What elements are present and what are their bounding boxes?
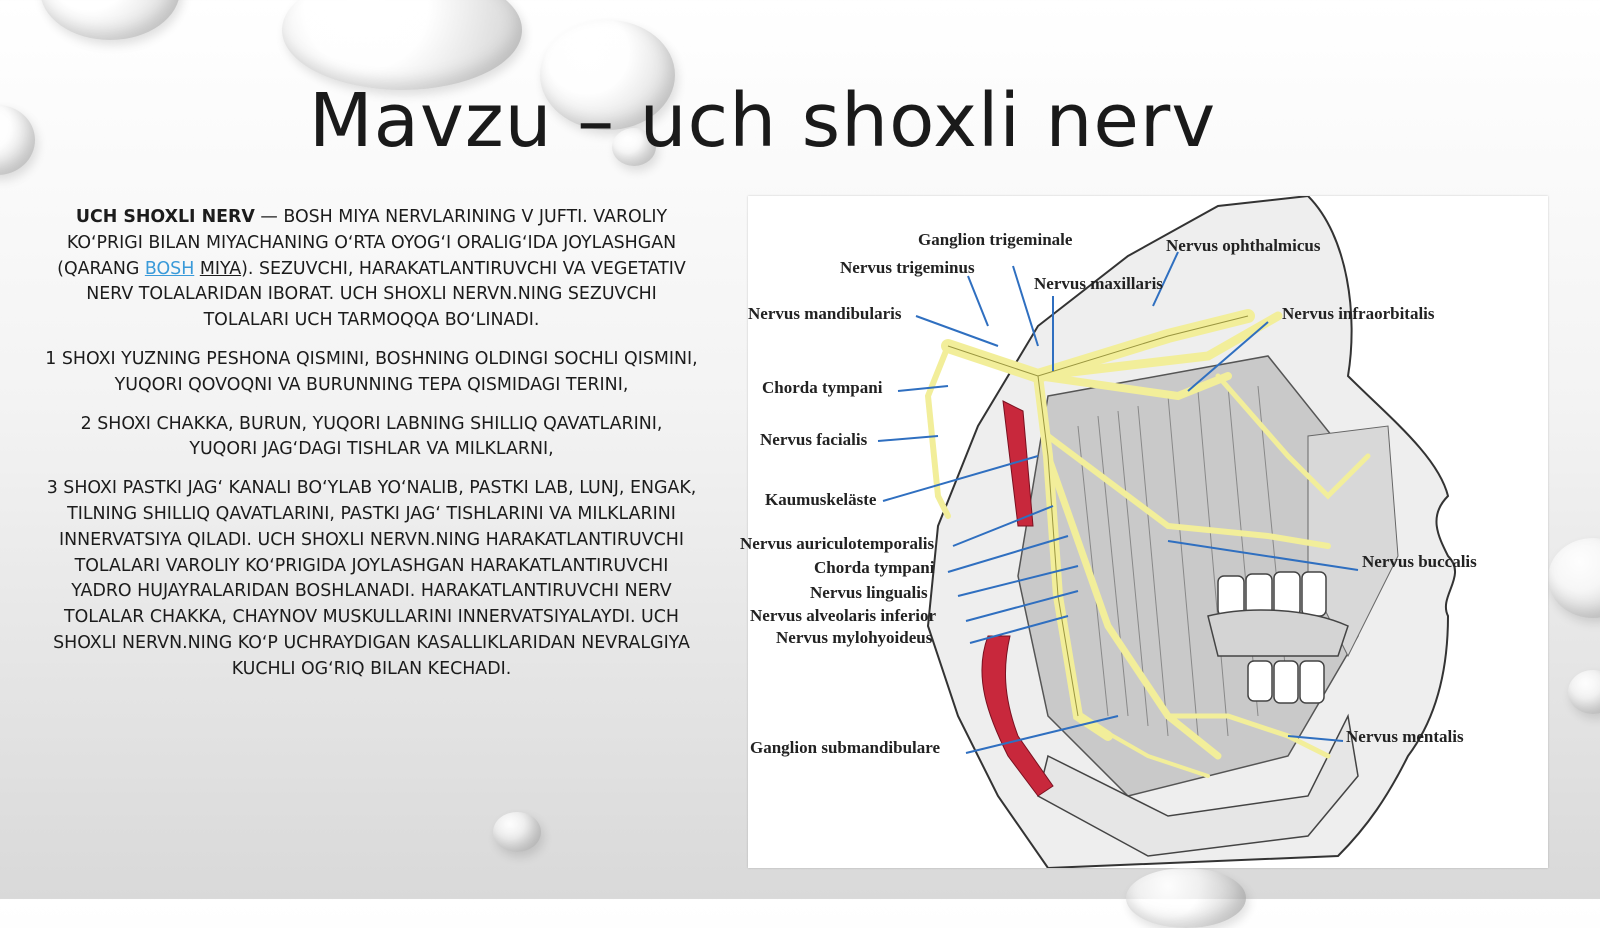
label-ganglion-submandibulare: Ganglion submandibulare: [750, 738, 941, 757]
water-drop-decoration: [493, 812, 541, 852]
label-nervus-mylohyoideus: Nervus mylohyoideus: [776, 628, 933, 647]
label-nervus-lingualis: Nervus lingualis: [810, 583, 928, 602]
term-heading: UCH SHOXLI NERV: [75, 207, 255, 227]
label-nervus-ophthalmicus: Nervus ophthalmicus: [1166, 236, 1321, 255]
link-bosh[interactable]: BOSH: [144, 258, 195, 279]
slide-title: Mavzu – uch shoxli nerv: [308, 78, 1217, 164]
label-nervus-auriculotemporalis: Nervus auriculotemporalis: [740, 534, 935, 553]
label-nervus-alveolaris-inferior: Nervus alveolaris inferior: [750, 606, 937, 625]
label-nervus-buccalis: Nervus buccalis: [1362, 552, 1477, 571]
water-drop-decoration: [40, 0, 180, 40]
label-nervus-facialis: Nervus facialis: [760, 430, 868, 449]
water-drop-decoration: [1548, 538, 1600, 618]
label-nervus-trigeminus: Nervus trigeminus: [840, 258, 975, 277]
teeth-upper: [1218, 572, 1326, 616]
label-nervus-infraorbitalis: Nervus infraorbitalis: [1282, 304, 1435, 323]
label-chorda-tympani-lower: Chorda tympani: [814, 558, 935, 577]
label-kaumuskelaste: Kaumuskeläste: [765, 490, 877, 509]
label-ganglion-trigeminale: Ganglion trigeminale: [918, 230, 1073, 249]
teeth-lower: [1248, 661, 1324, 703]
label-nervus-mentalis: Nervus mentalis: [1346, 727, 1464, 746]
water-drop-decoration: [1126, 868, 1246, 928]
label-chorda-tympani-upper: Chorda tympani: [762, 378, 883, 397]
paragraph-intro-text-end: ). SEZUVCHI, HARAKATLANTIRUVCHI VA VEGETATIV NERV TOLALARIDAN IBORAT. UCH SHOXLI NERVN.NING SEZUVCHI TOLALARI UCH TARMOQQA BOʻLINADI.: [86, 258, 686, 331]
trigeminal-nerve-drawing: [748, 196, 1548, 868]
paragraph-branch-3: 3 SHOXI PASTKI JAG‘ KANALI BO‘YLAB YO‘NALIB, PASTKI LAB, LUNJ, ENGAK, TILNING SHILLIQ QAVATLARINI, PASTKI JAG‘ TISHLARINI VA MILKLARINI INNERVATSIYA QILADI. UCH SHOXLI NERVN.NING HARAKATLANTIRUVCHI TOLALARI VAROLIY KOʻPRIGIDA JOYLASHGAN HARAKATLANTIRUVCHI YADRO HUJAYRALARIDAN BOSHLANADI. HARAKATLANTIRUVCHI NERV TOLALAR CHAKKA, CHAYNOV MUSKULLARINI INNERVATSIYALAYDI. UCH SHOXLI NERVN.NING KOʻP UCHRAYDIGAN KASALLIKLARIDAN NEVRALGIYA KUCHLI OGʻRIQ BILAN KECHADI.: [46, 478, 697, 679]
paragraph-branch-2: 2 SHOXI CHAKKA, BURUN, YUQORI LABNING SHILLIQ QAVATLARINI, YUQORI JAG‘DAGI TISHLAR VA MILKLARNI,: [80, 413, 663, 460]
anatomy-illustration: [740, 196, 1548, 868]
link-miya[interactable]: MIYA: [199, 258, 242, 279]
water-drop-decoration: [1568, 670, 1600, 714]
water-drop-decoration: [282, 0, 522, 90]
slide-body-text: [44, 205, 699, 696]
paragraph-intro: [44, 205, 699, 334]
label-nervus-maxillaris: Nervus maxillaris: [1034, 274, 1163, 293]
paragraph-intro-text: — BOSH MIYA NERVLARINING V JUFTI. VAROLIY KOʻPRIGI BILAN MIYACHANING OʻRTA OYOGʻI ORALIGʻIDA JOYLASHGAN (QARANG: [57, 207, 677, 279]
label-nervus-mandibularis: Nervus mandibularis: [748, 304, 902, 323]
paragraph-branch-1: 1 SHOXI YUZNING PESHONA QISMINI, BOSHNING OLDINGI SOCHLI QISMINI, YUQORI QOVOQNI VA BURUNNING TEPA QISMIDAGI TERINI,: [45, 348, 698, 395]
